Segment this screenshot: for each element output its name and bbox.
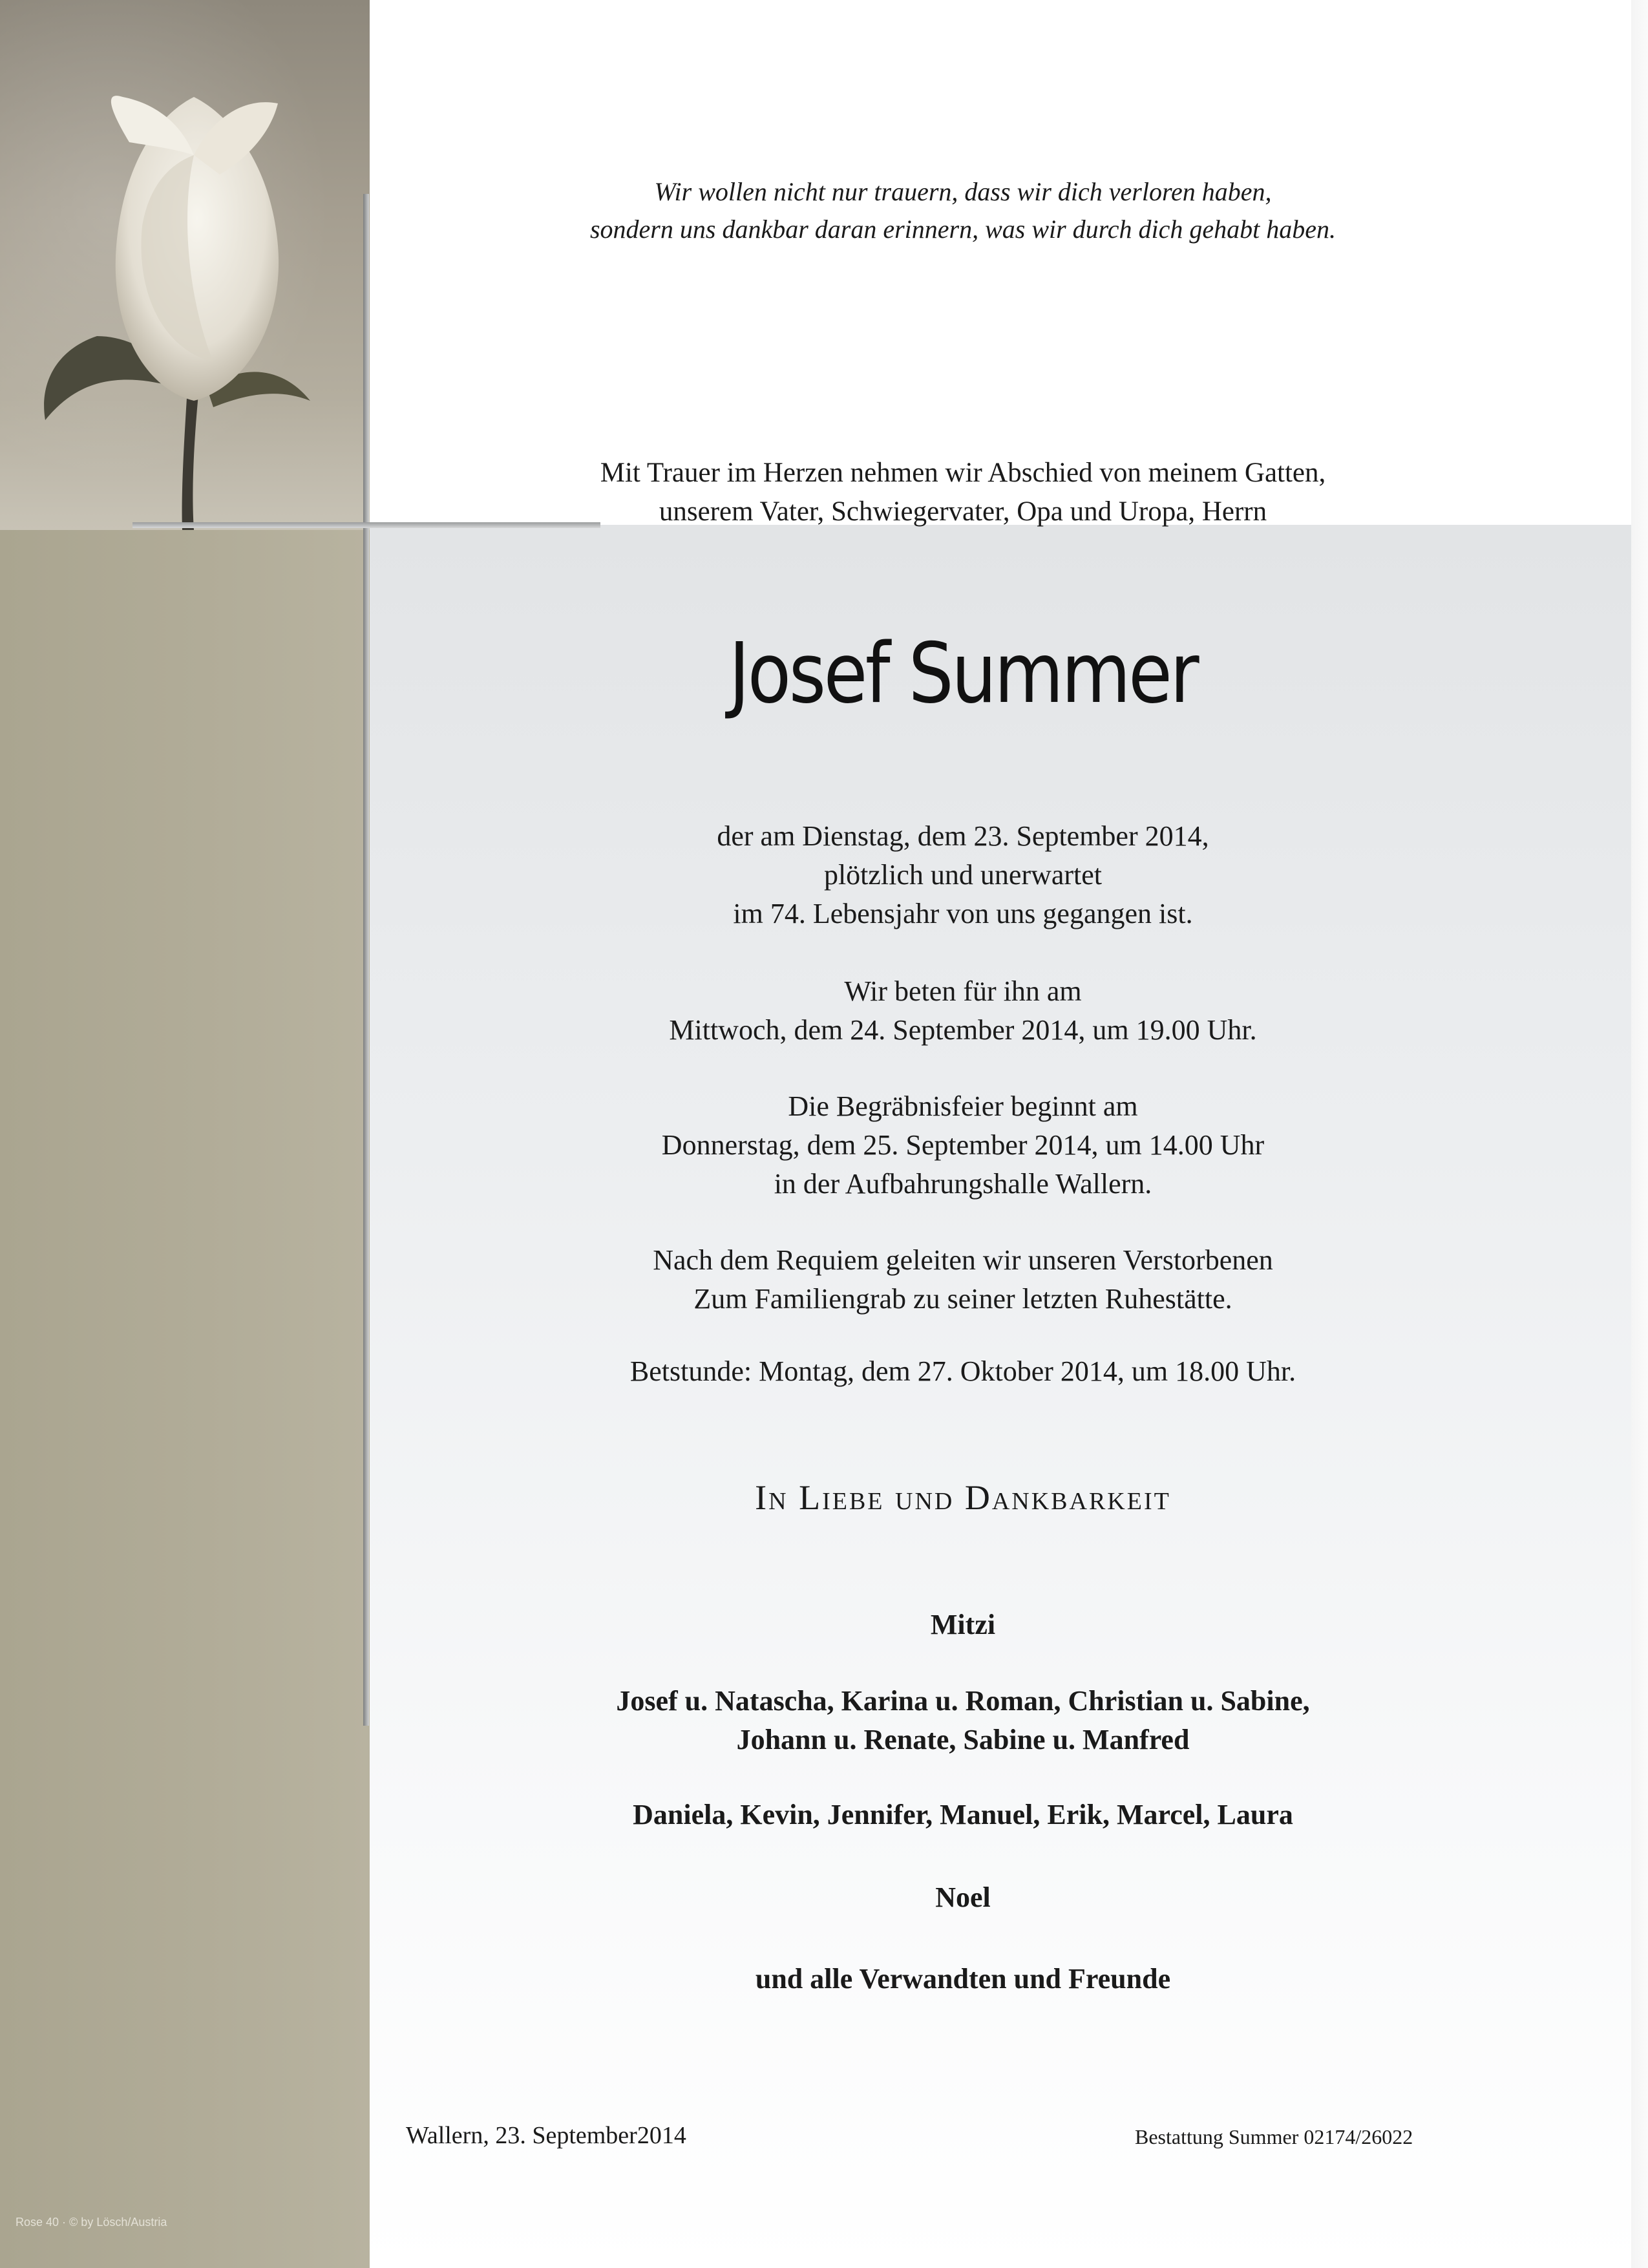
page-edge [1631, 0, 1648, 2268]
rose-image [0, 0, 370, 530]
mourner-wife: Mitzi [930, 1609, 996, 1640]
betstunde-notice: Betstunde: Montag, dem 27. Oktober 2014, um 18.00 Uhr. [629, 1355, 1296, 1387]
motto-line: Wir wollen nicht nur trauern, dass wir dich verloren haben, [654, 177, 1272, 206]
funeral-line: Donnerstag, dem 25. September 2014, um 14.00 Uhr [661, 1129, 1265, 1161]
death-line: plötzlich und unerwartet [823, 859, 1103, 891]
mourner-children [414, 1682, 1512, 1759]
requiem-line: Zum Familiengrab zu seiner letzten Ruhestätte. [693, 1283, 1232, 1315]
prayer-notice [414, 972, 1512, 1050]
mourner-others: und alle Verwandten und Freunde [755, 1963, 1171, 1995]
requiem-line: Nach dem Requiem geleiten wir unseren Verstorbenen [653, 1244, 1273, 1276]
intro-line: unserem Vater, Schwiegervater, Opa und Uropa, Herrn [659, 496, 1267, 527]
funeral-line: Die Begräbnisfeier beginnt am [788, 1090, 1138, 1122]
content-background [370, 525, 1648, 2268]
deceased-name: Josef Summer [728, 626, 1198, 722]
rose-icon [0, 0, 370, 530]
death-notice [414, 817, 1512, 933]
funeral-line: in der Aufbahrungshalle Wallern. [774, 1168, 1152, 1200]
prayer-line: Wir beten für ihn am [844, 975, 1082, 1007]
death-line: im 74. Lebensjahr von uns gegangen ist. [733, 898, 1193, 929]
prayer-line: Mittwoch, dem 24. September 2014, um 19.00 Uhr. [669, 1014, 1257, 1046]
death-line: der am Dienstag, dem 23. September 2014, [717, 820, 1209, 852]
requiem-notice [414, 1241, 1512, 1319]
mourner-great-grandchild: Noel [935, 1881, 991, 1913]
motto-quote [414, 173, 1512, 248]
place-date: Wallern, 23. September2014 [406, 2122, 686, 2149]
vertical-divider [363, 194, 369, 1726]
children-line: Johann u. Renate, Sabine u. Manfred [736, 1724, 1190, 1755]
children-line: Josef u. Natascha, Karina u. Roman, Christian u. Sabine, [616, 1685, 1310, 1717]
funeral-notice [414, 1087, 1512, 1203]
motto-line: sondern uns dankbar daran erinnern, was wir durch dich gehabt haben. [589, 215, 1336, 244]
mourner-grandchildren: Daniela, Kevin, Jennifer, Manuel, Erik, Marcel, Laura [633, 1799, 1293, 1830]
intro-line: Mit Trauer im Herzen nehmen wir Abschied von meinem Gatten, [600, 458, 1326, 488]
image-credit: Rose 40 · © by Lösch/Austria [16, 2216, 167, 2229]
dankbarkeit-heading: In Liebe und Dankbarkeit [755, 1478, 1171, 1517]
undertaker-contact: Bestattung Summer 02174/26022 [1135, 2125, 1413, 2148]
intro-text [414, 454, 1512, 531]
